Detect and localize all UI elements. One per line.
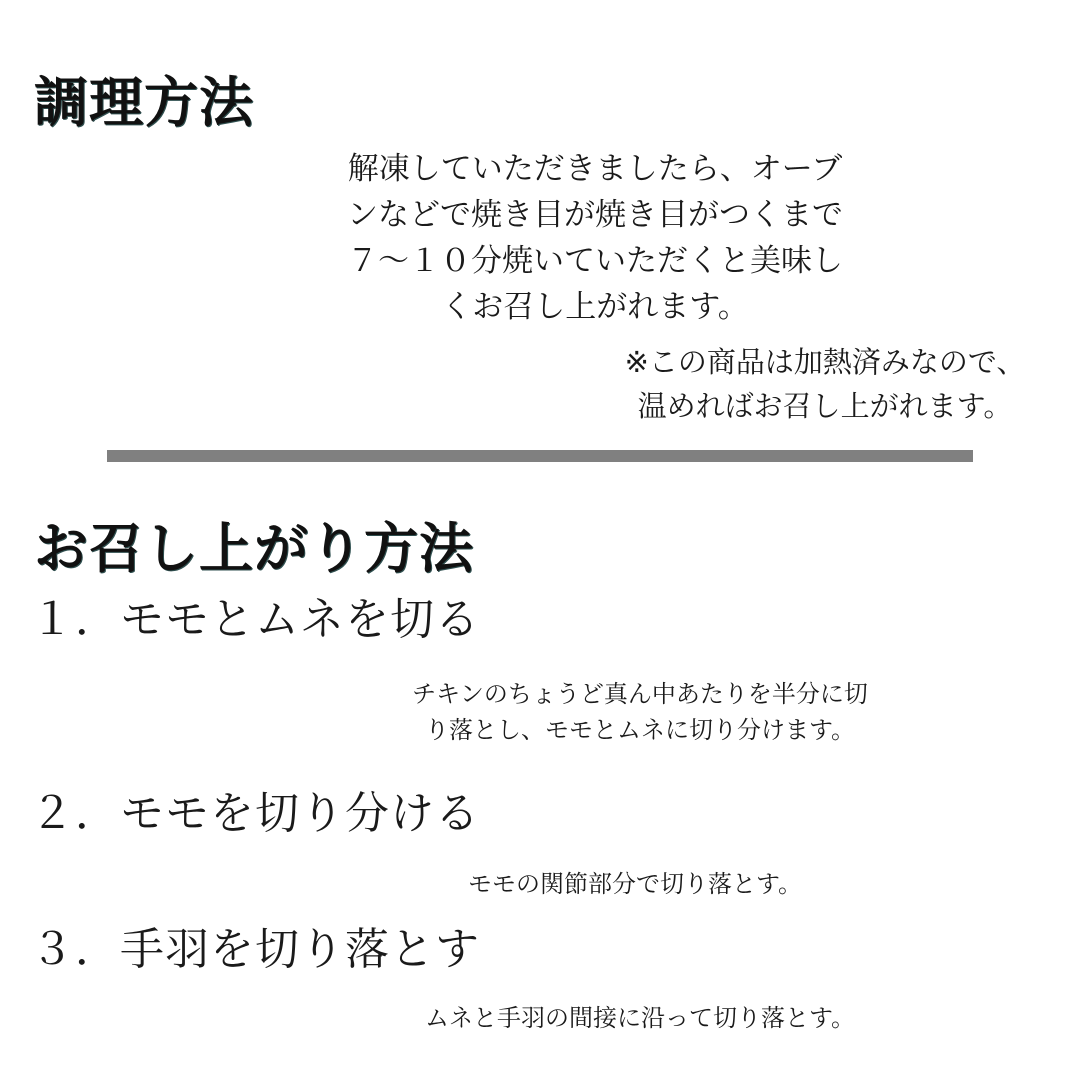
step-3-heading: ３．手羽を切り落とす bbox=[30, 924, 480, 975]
step-3-description bbox=[360, 1000, 920, 1036]
cooking-line: ７〜１０分焼いていただくと美味し bbox=[347, 243, 843, 279]
cooking-method-title: 調理方法 bbox=[34, 71, 254, 134]
cooking-line: くお召し上がれます。 bbox=[441, 289, 749, 325]
step-1-description bbox=[340, 676, 940, 748]
section-divider bbox=[107, 450, 973, 462]
step-1-heading: １．モモとムネを切る bbox=[30, 594, 480, 645]
step-1-desc-line: り落とし、モモとムネに切り分けます。 bbox=[424, 716, 856, 744]
step-2-description bbox=[420, 866, 850, 902]
precooked-note bbox=[595, 340, 1055, 428]
step-2-heading: ２．モモを切り分ける bbox=[30, 788, 480, 839]
cooking-line: ンなどで焼き目が焼き目がつくまで bbox=[347, 197, 843, 233]
step-2-desc-line: モモの関節部分で切り落とす。 bbox=[467, 870, 803, 898]
note-line: 温めればお召し上がれます。 bbox=[637, 389, 1013, 423]
cooking-line: 解凍していただきましたら、オーブ bbox=[347, 151, 843, 187]
serving-method-title: お召し上がり方法 bbox=[34, 517, 474, 580]
cooking-instructions bbox=[300, 146, 890, 330]
note-line: ※この商品は加熱済みなので、 bbox=[624, 345, 1026, 379]
step-3-desc-line: ムネと手羽の間接に沿って切り落とす。 bbox=[424, 1004, 856, 1032]
step-1-desc-line: チキンのちょうど真ん中あたりを半分に切 bbox=[412, 680, 868, 708]
